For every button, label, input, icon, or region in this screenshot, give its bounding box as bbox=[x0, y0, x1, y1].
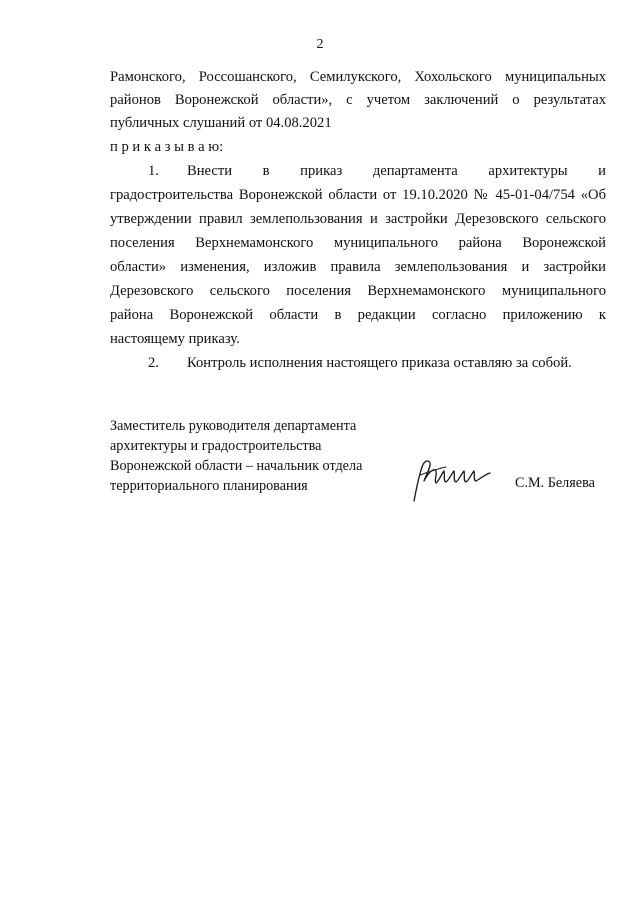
order-word: п р и к а з ы в а ю: bbox=[110, 139, 224, 155]
signatory-position-line-2: архитектуры и градостроительства bbox=[110, 438, 322, 454]
item-1-line-8: настоящему приказу. bbox=[110, 331, 240, 347]
item-2-number: 2. bbox=[148, 355, 159, 371]
item-1-line-5: области» изменения, изложив правила землепользования и застройки bbox=[110, 259, 606, 275]
signer-name: С.М. Беляева bbox=[515, 475, 595, 491]
signatory-position-line-1: Заместитель руководителя департамента bbox=[110, 418, 357, 434]
intro-line-1: Рамонского, Россошанского, Семилукского, Хохольского муниципальных bbox=[110, 69, 606, 85]
signatory-position bbox=[110, 416, 362, 496]
item-1-number: 1. bbox=[148, 163, 159, 179]
page-number: 2 bbox=[316, 37, 324, 52]
signatory-position-line-3: Воронежской области – начальник отдела bbox=[110, 458, 363, 474]
handwritten-signature bbox=[406, 455, 498, 505]
signatory-position-line-4: территориального планирования bbox=[110, 478, 308, 494]
item-1-line-2: градостроительства Воронежской области от 19.10.2020 № 45-01-04/754 «Об bbox=[110, 187, 606, 203]
item-1-line-7: района Воронежской области в редакции согласно приложению к bbox=[110, 307, 606, 323]
item-1-line-4: поселения Верхнемамонского муниципального района Воронежской bbox=[110, 235, 606, 251]
item-1-line-3: утверждении правил землепользования и застройки Дерезовского сельского bbox=[110, 211, 606, 227]
intro-line-3: публичных слушаний от 04.08.2021 bbox=[110, 115, 332, 131]
item-1-first-line: Внести в приказ департамента архитектуры и bbox=[187, 163, 606, 179]
item-2-text: Контроль исполнения настоящего приказа оставляю за собой. bbox=[187, 355, 572, 371]
item-1-line-6: Дерезовского сельского поселения Верхнемамонского муниципального bbox=[110, 283, 606, 299]
intro-line-2: районов Воронежской области», с учетом заключений о результатах bbox=[110, 92, 606, 108]
